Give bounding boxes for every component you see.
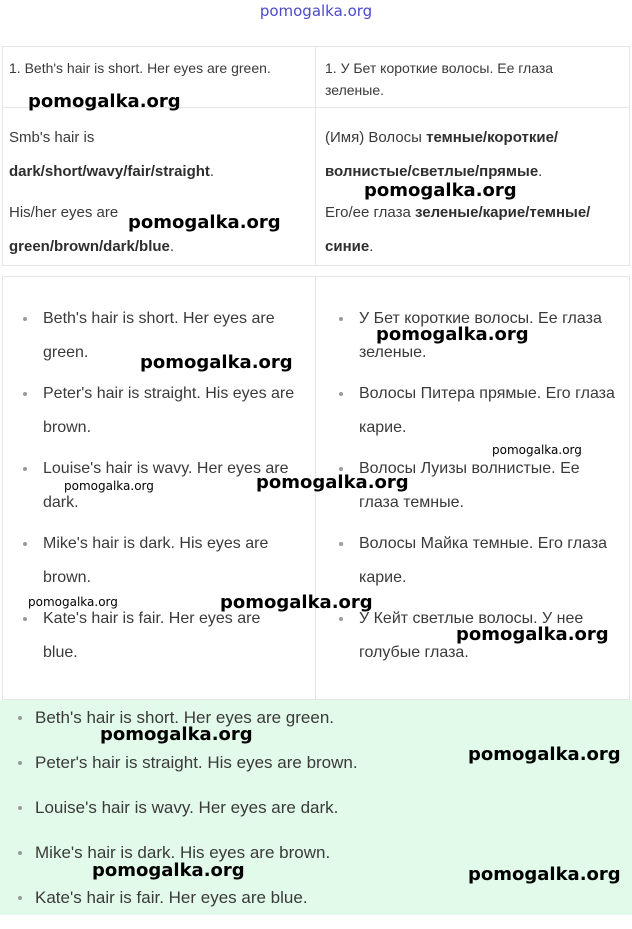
bullet-icon	[23, 392, 27, 396]
list-item: Волосы Питера прямые. Его глаза карие.	[339, 377, 619, 452]
hair-template-ru-suffix: .	[538, 163, 543, 180]
watermark: pomogalka.org	[468, 864, 621, 885]
hair-template-prefix: Smb's hair is	[9, 129, 95, 146]
hair-template-options: dark/short/wavy/fair/straight	[9, 163, 210, 180]
hair-template-ru-options: темные/короткие/ волнистые/светлые/прямые	[325, 129, 559, 180]
bullet-icon	[23, 542, 27, 546]
bullet-icon	[18, 806, 22, 810]
watermark: pomogalka.org	[220, 592, 373, 613]
watermark: pomogalka.org	[28, 91, 181, 112]
watermark: pomogalka.org	[100, 724, 253, 745]
eyes-template-ru	[325, 196, 625, 264]
bullet-icon	[23, 467, 27, 471]
eyes-template-ru-options: зеленые/карие/темные/ синие	[325, 204, 591, 255]
bullet-icon	[339, 467, 343, 471]
list-item: Beth's hair is short. Her eyes are green.	[23, 302, 295, 377]
watermark: pomogalka.org	[256, 472, 409, 493]
column-divider	[315, 47, 316, 265]
list-item: У Бет короткие волосы. Ее глаза зеленые.	[339, 302, 619, 377]
hair-template-ru	[325, 121, 625, 189]
eyes-template-ru-suffix: .	[369, 238, 374, 255]
list-item: Peter's hair is straight. His eyes are brown.	[18, 749, 358, 794]
hair-template-suffix: .	[209, 163, 215, 180]
list-item: У Кейт светлые волосы. У нее голубые глаза.	[339, 602, 619, 677]
watermark: pomogalka.org	[64, 479, 154, 493]
watermark: pomogalka.org	[140, 352, 293, 373]
bullet-icon	[23, 317, 27, 321]
list-item: Kate's hair is fair. Her eyes are blue.	[18, 884, 358, 929]
bullet-icon	[339, 617, 343, 621]
bullet-icon	[23, 617, 27, 621]
example-en: 1. Beth's hair is short. Her eyes are green.	[9, 60, 271, 76]
list-item: Kate's hair is fair. Her eyes are blue.	[23, 602, 295, 677]
bullet-icon	[339, 542, 343, 546]
example-ru: 1. У Бет короткие волосы. Ее глаза зеленые.	[325, 60, 554, 98]
eyes-template-options: green/brown/dark/blue	[9, 238, 170, 255]
watermark: pomogalka.org	[28, 595, 118, 609]
watermark: pomogalka.org	[456, 624, 609, 645]
list-item: Mike's hair is dark. His eyes are brown.	[18, 839, 358, 884]
bullet-icon	[339, 317, 343, 321]
hair-template-en	[9, 121, 309, 189]
site-link[interactable]: pomogalka.org	[259, 2, 373, 20]
watermark: pomogalka.org	[364, 180, 517, 201]
list-item: Волосы Луизы волнистые. Ее глаза темные.	[339, 452, 619, 527]
bullet-icon	[18, 716, 22, 720]
bullet-icon	[339, 392, 343, 396]
list-item: Волосы Майка темные. Его глаза карие.	[339, 527, 619, 602]
watermark: pomogalka.org	[128, 212, 281, 233]
bullet-icon	[18, 761, 22, 765]
bullet-icon	[18, 851, 22, 855]
list-item: Peter's hair is straight. His eyes are brown.	[23, 377, 295, 452]
hair-template-ru-prefix: (Имя) Волосы	[325, 129, 422, 146]
list-item: Louise's hair is wavy. Her eyes are dark.	[18, 794, 358, 839]
watermark: pomogalka.org	[468, 744, 621, 765]
template-table	[2, 46, 630, 266]
list-item: Beth's hair is short. Her eyes are green.	[18, 704, 358, 749]
eyes-template-suffix: .	[169, 238, 175, 255]
watermark: pomogalka.org	[92, 860, 245, 881]
watermark: pomogalka.org	[376, 324, 529, 345]
watermark: pomogalka.org	[492, 443, 582, 457]
eyes-template-prefix: His/her eyes are	[9, 204, 119, 221]
list-item: Louise's hair is wavy. Her eyes are dark.	[23, 452, 295, 527]
list-item: Mike's hair is dark. His eyes are brown.	[23, 527, 295, 602]
bullet-icon	[18, 896, 22, 900]
eyes-template-ru-prefix: Его/ее глаза	[325, 204, 411, 221]
